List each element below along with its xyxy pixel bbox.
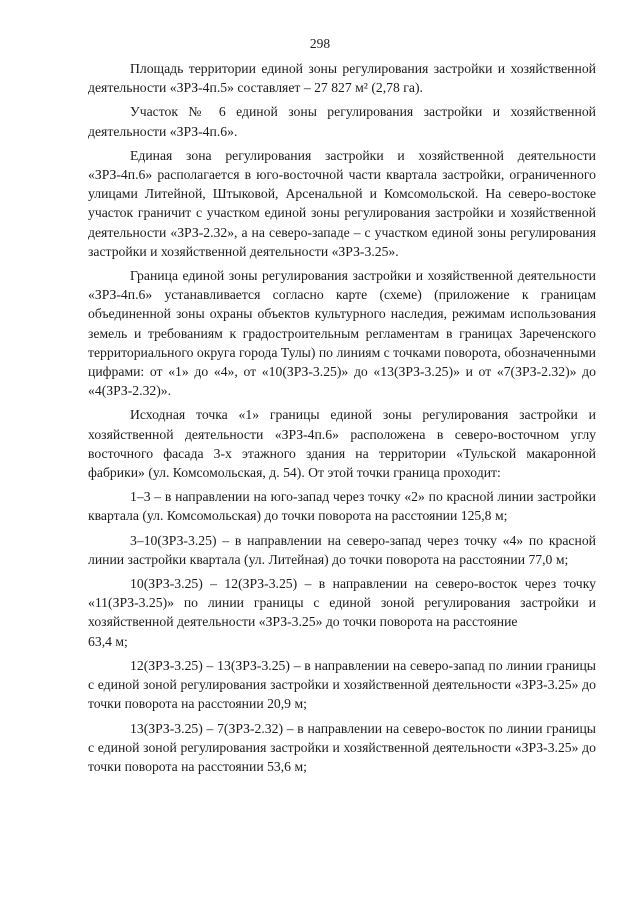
- paragraph-segment-13-7: 13(ЗРЗ-3.25) – 7(ЗРЗ-2.32) – в направлении на северо-восток по линии границы с единой зоной регулирования застройки и хозяйственной деятельности «ЗРЗ-3.25» до точки поворота на расстоянии 53,6 м;: [88, 720, 596, 774]
- paragraph-segment-10-12: 10(ЗРЗ-3.25) – 12(ЗРЗ-3.25) – в направлении на северо-восток через точку «11(ЗРЗ-3.25)» по линии границы с единой зоной регулирования застройки и хозяйственной деятельности «ЗРЗ-3.25» до точки поворота на расстояние: [88, 576, 596, 630]
- paragraph-plot-6-heading: Участок № 6 единой зоны регулирования застройки и хозяйственной деятельности «ЗРЗ-4п.6».: [88, 104, 596, 139]
- paragraph-start-point: Исходная точка «1» границы единой зоны регулирования застройки и хозяйственной деятельности «ЗРЗ-4п.6» расположена в северо-восточном углу восточного фасада 3-х этажного здания на территории «Тульской макаронной фабрики» (ул. Комсомольская, д. 54). От этой точки граница проходит:: [88, 407, 596, 481]
- paragraph-area-zrz-4p5: Площадь территории единой зоны регулирования застройки и хозяйственной деятельности «ЗРЗ-4п.5» составляет – 27 827 м² (2,78 га).: [88, 61, 596, 96]
- paragraph-boundary-definition: Граница единой зоны регулирования застройки и хозяйственной деятельности «ЗРЗ-4п.6» устанавливается согласно карте (схеме) (приложение к границам объединенной зоны охраны объектов культурного наследия, режимам использования земель и требованиям к градостроительным регламентам в границах Зареченского территориального округа города Тулы) по линиям с точками поворота, обозначенными цифрами: от «1» до «4», от «10(ЗРЗ-3.25)» до «13(ЗРЗ-3.25)» и от «7(ЗРЗ-2.32)» до «4(ЗРЗ-2.32)».: [88, 268, 596, 399]
- page-number: 298: [309, 36, 331, 51]
- paragraph-segment-12-13: 12(ЗРЗ-3.25) – 13(ЗРЗ-3.25) – в направлении на северо-запад по линии границы с единой зоной регулирования застройки и хозяйственной деятельности «ЗРЗ-3.25» до точки поворота на расстоянии 20,9 м;: [88, 657, 596, 712]
- paragraph-segment-3-10: 3–10(ЗРЗ-3.25) – в направлении на северо-запад через точку «4» по красной линии застройки квартала (ул. Литейная) до точки поворота на расстоянии 77,0 м;: [88, 532, 596, 567]
- paragraph-segment-1-3: 1–3 – в направлении на юго-запад через точку «2» по красной линии застройки квартала (ул. Комсомольская) до точки поворота на расстоянии 125,8 м;: [88, 489, 596, 524]
- paragraph-segment-10-12-distance: 63,4 м;: [88, 633, 128, 649]
- paragraph-zone-location: Единая зона регулирования застройки и хозяйственной деятельности «ЗРЗ-4п.6» располагается в юго-восточной части квартала застройки, ограниченного улицами Литейной, Штыковой, Арсенальной и Комсомольской. На северо-востоке участок граничит с участком единой зоны регулирования застройки и хозяйственной деятельности «ЗРЗ-2.32», а на северо-западе – с участком единой зоны регулирования застройки и хозяйственной деятельности «ЗРЗ-3.25».: [88, 147, 596, 259]
- document-body: [88, 59, 596, 781]
